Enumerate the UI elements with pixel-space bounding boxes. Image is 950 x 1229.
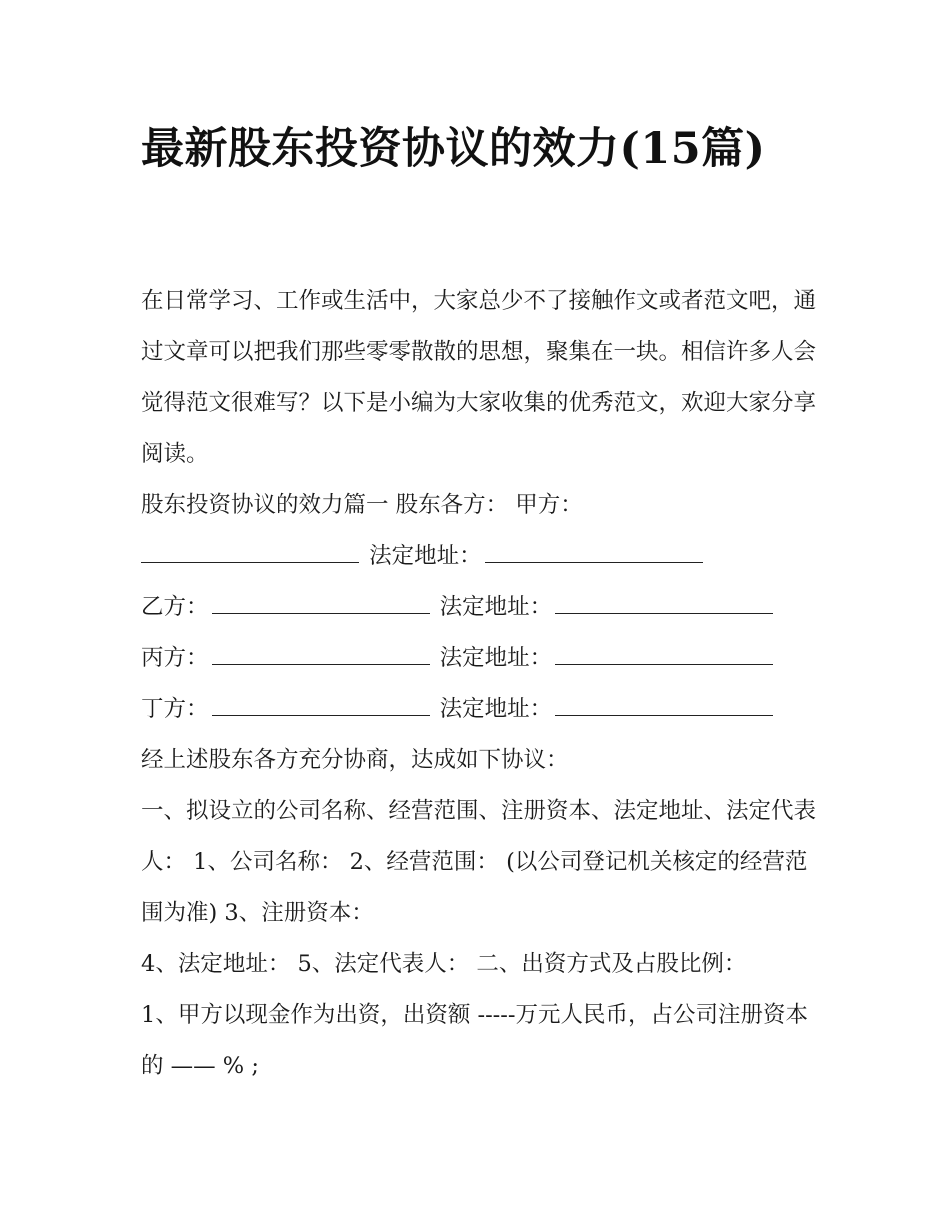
party-a-address-label: 法定地址： xyxy=(369,543,482,569)
party-a-signature-line xyxy=(141,531,821,582)
party-c-name-blank xyxy=(212,639,430,665)
party-d-label: 丁方： xyxy=(141,696,209,722)
party-a-name-blank xyxy=(141,537,359,563)
clause-investment: 1、甲方以现金作为出资，出资额 -----万元人民币，占公司注册资本的 —— % ; xyxy=(141,1002,808,1079)
party-b-label: 乙方： xyxy=(141,594,209,620)
party-b-signature-line xyxy=(141,582,821,633)
party-d-name-blank xyxy=(212,690,430,716)
party-c-address-label: 法定地址： xyxy=(439,645,553,671)
party-d-address-label: 法定地址： xyxy=(439,696,553,722)
clause-one: 一、拟设立的公司名称、经营范围、注册资本、法定地址、法定代表人： 1、公司名称： 2、经营范围： (以公司登记机关核定的经营范围为准) 3、注册资本： xyxy=(141,798,817,926)
intro-paragraph: 在日常学习、工作或生活中，大家总少不了接触作文或者范文吧，通过文章可以把我们那些零零散散的思想，聚集在一块。相信许多人会觉得范文很难写？以下是小编为大家收集的优秀范文，欢迎大家分享阅读。 xyxy=(141,288,817,467)
party-d-signature-line xyxy=(141,684,821,735)
document-title: 最新股东投资协议的效力(15篇) xyxy=(141,124,766,174)
party-b-name-blank xyxy=(212,588,430,614)
party-c-label: 丙方： xyxy=(141,645,209,671)
party-c-signature-line xyxy=(141,633,821,684)
section-heading: 股东投资协议的效力篇一 股东各方： 甲方： xyxy=(141,492,583,518)
document-body xyxy=(141,276,821,1092)
agreement-intro: 经上述股东各方充分协商，达成如下协议： xyxy=(141,747,569,773)
party-b-address-label: 法定地址： xyxy=(439,594,553,620)
party-d-address-blank xyxy=(555,690,773,716)
clause-four: 4、法定地址： 5、法定代表人： 二、出资方式及占股比例： xyxy=(141,951,747,977)
party-b-address-blank xyxy=(555,588,773,614)
party-a-address-blank xyxy=(485,537,703,563)
party-c-address-blank xyxy=(555,639,773,665)
